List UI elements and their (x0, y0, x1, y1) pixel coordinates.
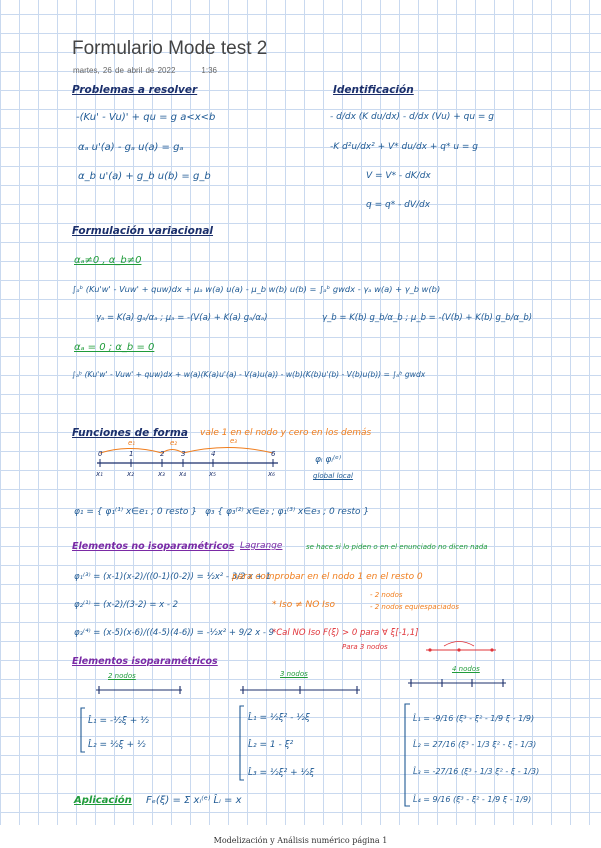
iso-n3-eq1: L̂₁ = ½ξ² - ½ξ (248, 713, 310, 723)
problemas-heading: Problemas a resolver (72, 84, 198, 96)
node-x2: x₂ (127, 470, 134, 478)
noiso-eq3: φ₃⁽⁴⁾ = (x-5)(x-6)/((4-5)(4-6)) = -½x² + 9/2 x - 9 (74, 628, 275, 638)
iso-n2-eq2: L̂₂ = ½ξ + ½ (88, 740, 146, 750)
funciones-note: vale 1 en el nodo y cero en los demás (200, 428, 372, 438)
iso-2nodos-label: 2 nodos (108, 672, 136, 680)
iso-heading: Elementos isoparamétricos (72, 656, 218, 667)
aplicacion-eq: Fₑ(ξ) = Σ xᵢ⁽ᵉ⁾ L̂ᵢ = x (146, 795, 242, 806)
noiso-eq2-note3: - 2 nodos equiespaciados (370, 603, 460, 611)
page-footer: Modelización y Análisis numérico página 1 (213, 836, 388, 845)
tick-3: 3 (181, 450, 186, 458)
noiso-lagrange: Lagrange (240, 541, 283, 551)
iso-n4-eq2: L̂₂ = 27/16 (ξ³ - 1/3 ξ² - ξ - 1/3) (413, 740, 537, 749)
node-x5: x₅ (209, 470, 216, 478)
node-x6: x₆ (268, 470, 275, 478)
node-x3: x₃ (158, 470, 165, 478)
formulacion-eq2b: γ_b = K(b) g_b/α_b ; μ_b = -(V(b) + K(b) g_b/α_b) (322, 313, 533, 323)
formulacion-eq3: ∫ₐᵇ (Ku'w' - Vuw' + quw)dx + w(a)(K(a)u'(a) - V(a)u(a)) - w(b)(K(b)u'(b) - V(b)u(b)) = ∫ₐᵇ gwdx (72, 370, 426, 379)
phi3-def: φ₃ { φ₃⁽²⁾ x∈e₂ ; φ₁⁽³⁾ x∈e₃ ; 0 resto } (205, 507, 370, 517)
aplicacion-heading: Aplicación (74, 795, 132, 806)
identificacion-heading: Identificación (333, 84, 414, 96)
noiso-eq1-note: para comprobar en el nodo 1 en el resto 0 (232, 572, 423, 582)
iso-n4-eq1: L̂₁ = -9/16 (ξ³ - ξ² - 1/9 ξ - 1/9) (413, 714, 535, 723)
formulacion-case2: αₐ = 0 ; α_b = 0 (74, 342, 155, 353)
tick-0: 0 (98, 450, 103, 458)
tick-6: 6 (271, 450, 276, 458)
element-label-e1: e₁ (128, 439, 136, 447)
phi-labels: φᵢ φᵢ⁽ᵉ⁾ (315, 455, 342, 465)
noiso-eq1: φ₁⁽³⁾ = (x-1)(x-2)/((0-1)(0-2)) = ½x² - 3/2 x + 1 (74, 572, 271, 582)
formulacion-eq2a: γₐ = K(a) gₐ/αₐ ; μₐ = -(V(a) + K(a) gₐ/αₐ) (96, 313, 268, 323)
identificacion-eq2: -K d²u/dx² + V* du/dx + q* u = g (330, 142, 478, 152)
noiso-eq3-note: *Cal NO Iso F(ξ) > 0 para ∀ ξ[-1,1] (272, 628, 419, 638)
page-date: martes, 26 de abril de 2022 (73, 66, 176, 75)
tick-4: 4 (211, 450, 216, 458)
funciones-heading: Funciones de forma (72, 427, 188, 439)
noiso-eq2-note: * Iso ≠ NO Iso (272, 600, 335, 610)
tick-1: 1 (129, 450, 134, 458)
formulacion-case1: αₐ≠0 , α_b≠0 (74, 255, 142, 266)
iso-n2-eq1: L̂₁ = -½ξ + ½ (88, 716, 149, 726)
identificacion-eq3: V = V* - dK/dx (366, 171, 431, 181)
node-x1: x₁ (96, 470, 103, 478)
formulacion-heading: Formulación variacional (72, 225, 214, 237)
tick-2: 2 (160, 450, 165, 458)
page-time: 1:36 (201, 66, 217, 75)
element-label-e3: e₃ (230, 437, 238, 445)
phi1-def: φ₁ = { φ₁⁽¹⁾ x∈e₁ ; 0 resto } (74, 507, 198, 517)
iso-n3-eq2: L̂₂ = 1 - ξ² (248, 740, 294, 750)
noiso-eq3-note2: Para 3 nodos (342, 643, 388, 651)
problemas-eq2: αₐ u'(a) - gₐ u(a) = gₐ (78, 142, 184, 153)
problemas-eq1: -(Ku' - Vu)' + qu = g a<x<b (76, 112, 216, 123)
problemas-eq3: α_b u'(a) + g_b u(b) = g_b (78, 171, 211, 182)
identificacion-eq4: q = q* - dV/dx (366, 200, 431, 210)
iso-n4-eq3: L̂₃ = -27/16 (ξ³ - 1/3 ξ² - ξ - 1/3) (413, 767, 540, 776)
element-label-e2: e₂ (170, 439, 178, 447)
iso-3nodos-label: 3 nodos (280, 670, 308, 678)
noiso-eq2-note2: - 2 nodos (370, 591, 403, 599)
noiso-heading: Elementos no isoparamétricos (72, 541, 235, 552)
iso-n4-eq4: L̂₄ = 9/16 (ξ³ - ξ² - 1/9 ξ - 1/9) (413, 795, 532, 804)
iso-4nodos-label: 4 nodos (452, 665, 480, 673)
noiso-eq2: φ₂⁽¹⁾ = (x-2)/(3-2) = x - 2 (74, 600, 179, 610)
node-x4: x₄ (179, 470, 186, 478)
page-title: Formulario Mode test 2 (72, 38, 268, 59)
formulacion-eq1: ∫ₐᵇ (Ku'w' - Vuw' + quw)dx + μₐ w(a) u(a) - μ_b w(b) u(b) = ∫ₐᵇ gwdx - γₐ w(a) + γ_b w(b) (72, 284, 441, 294)
iso-n3-eq3: L̂₃ = ½ξ² + ½ξ (248, 768, 315, 778)
identificacion-eq1: - d/dx (K du/dx) - d/dx (Vu) + qu = g (330, 112, 495, 122)
phi-sub: global local (313, 472, 353, 480)
noiso-note: se hace si lo piden o en el enunciado no dicen nada (306, 543, 488, 551)
